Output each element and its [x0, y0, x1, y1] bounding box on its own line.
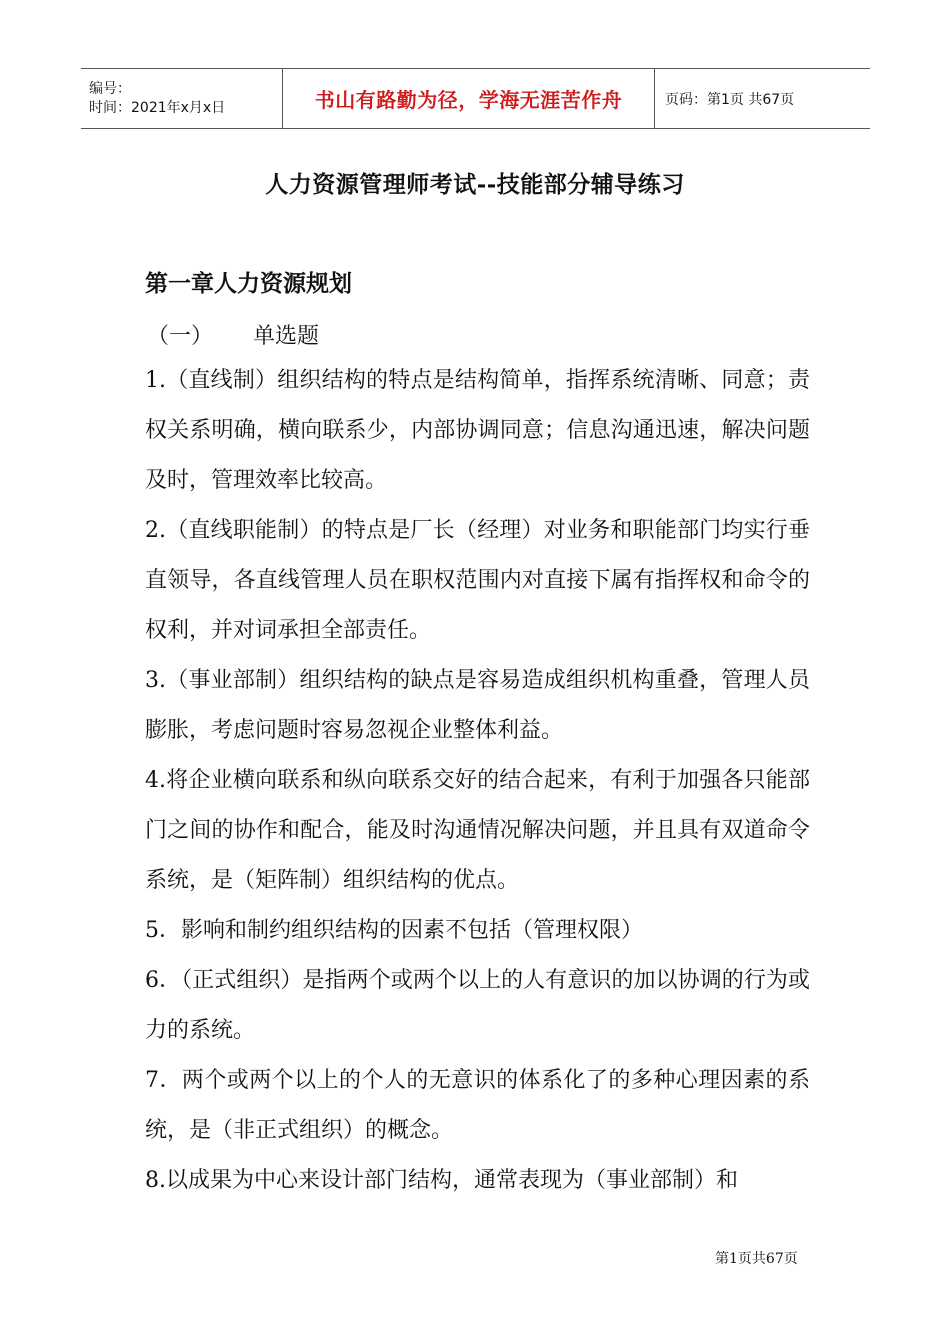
- page-code: 页码：第1页 共67页: [665, 91, 795, 108]
- section-title: 单选题: [253, 324, 320, 349]
- question-8: 8.以成果为中心来设计部门结构，通常表现为（事业部制）和: [145, 1168, 738, 1193]
- question-1: 1.（直线制）组织结构的特点是结构简单，指挥系统清晰、同意；责权关系明确，横向联系少，内部协调同意；信息沟通迅速，解决问题及时，管理效率比较高。: [145, 368, 810, 493]
- document-header: [81, 68, 870, 129]
- section-heading: [145, 312, 810, 356]
- document-title: 人力资源管理师考试--技能部分辅导练习: [265, 171, 685, 198]
- motto-text: 书山有路勤为径，学海无涯苦作舟: [314, 88, 623, 112]
- document-body: [145, 312, 810, 1206]
- header-motto-cell: [282, 69, 655, 128]
- page-footer: 第1页共67页: [715, 1251, 798, 1267]
- question-6: 6．（正式组织）是指两个或两个以上的人有意识的加以协调的行为或力的系统。: [145, 968, 810, 1043]
- question-4: 4.将企业横向联系和纵向联系交好的结合起来，有利于加强各只能部门之间的协作和配合，能及时沟通情况解决问题，并且具有双道命令系统，是（矩阵制）组织结构的优点。: [145, 768, 810, 893]
- header-meta: [81, 69, 282, 128]
- header-page-cell: [655, 69, 870, 128]
- question-2: 2.（直线职能制）的特点是厂长（经理）对业务和职能部门均实行垂直领导，各直线管理人员在职权范围内对直接下属有指挥权和命令的权利，并对词承担全部责任。: [145, 518, 810, 643]
- section-number: （一）: [147, 324, 214, 349]
- number-label: 编号：: [89, 80, 131, 97]
- question-3: 3.（事业部制）组织结构的缺点是容易造成组织机构重叠，管理人员膨胀，考虑问题时容易忽视企业整体利益。: [145, 668, 810, 743]
- time-label: 时间：2021年x月x日: [89, 99, 226, 116]
- question-7: 7．两个或两个以上的个人的无意识的体系化了的多种心理因素的系统，是（非正式组织）的概念。: [145, 1068, 810, 1143]
- question-5: 5．影响和制约组织结构的因素不包括（管理权限）: [145, 918, 643, 943]
- chapter-heading: 第一章人力资源规划: [145, 270, 352, 297]
